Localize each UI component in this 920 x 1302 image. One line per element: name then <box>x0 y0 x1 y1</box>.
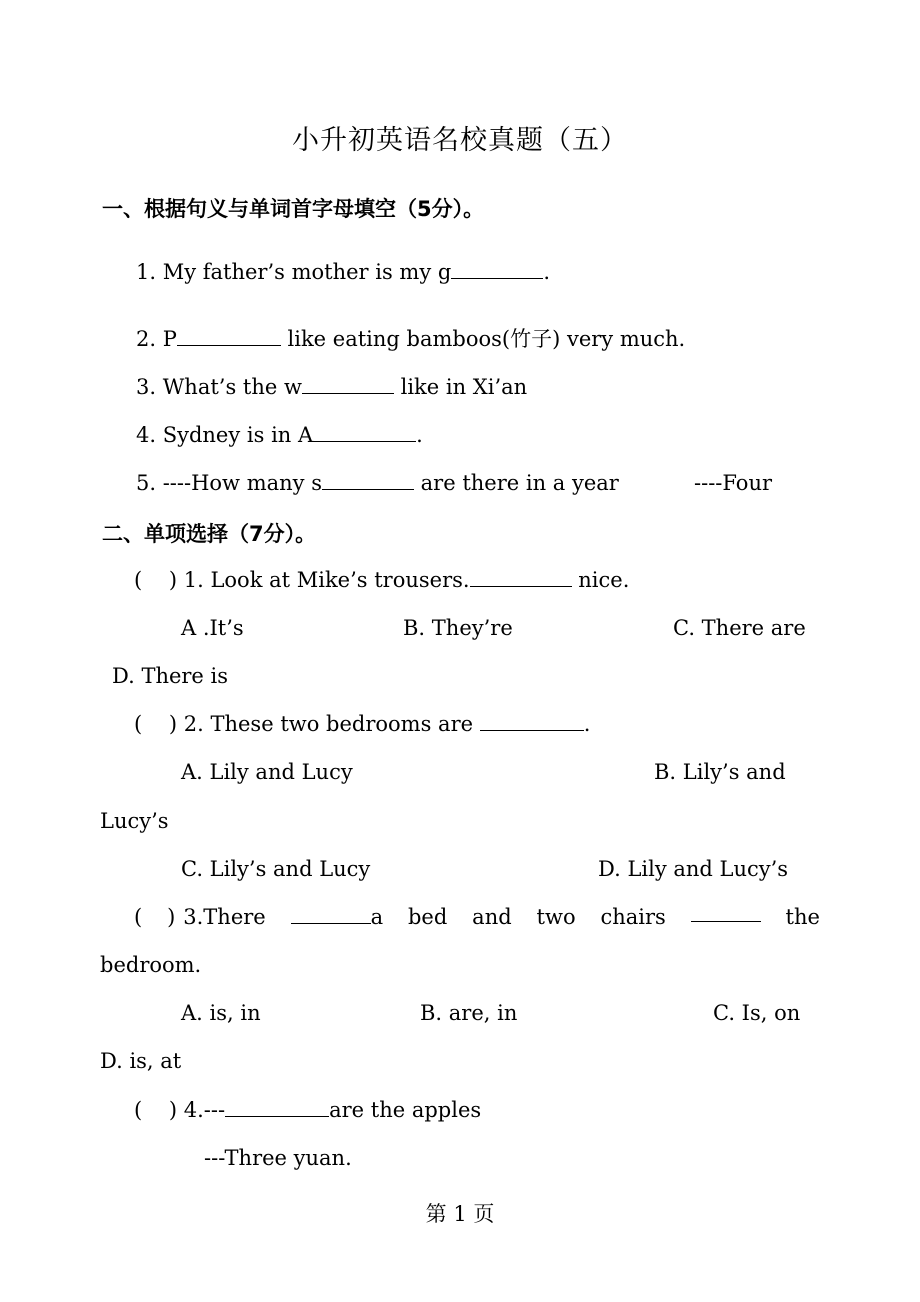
q3-word-two: two <box>536 905 576 929</box>
q3-blank-a <box>291 903 384 931</box>
s1-item-1-end: . <box>543 260 551 284</box>
q3-paren-open: ( <box>134 905 143 929</box>
q1-option-a: A .It’s <box>181 616 244 640</box>
answer-blank <box>302 375 394 394</box>
q3-option-c: C. Is, on <box>713 1001 801 1025</box>
q3-stem-cont: bedroom. <box>100 953 202 977</box>
section1-heading: 一、根据句义与单词首字母填空（5分）。 <box>102 197 485 221</box>
q4-stem-end: are the apples <box>329 1098 482 1122</box>
q3-word-bed: bed <box>407 905 448 929</box>
q3-paren-close: ) <box>167 905 176 929</box>
q4-answer: ---Three yuan. <box>204 1146 352 1170</box>
answer-blank <box>691 903 761 922</box>
q1-option-d: D. There is <box>112 664 229 688</box>
q2-option-b-cont: Lucy’s <box>100 809 169 833</box>
q3-number-group <box>167 903 266 931</box>
s1-item-5-text: 5. ----How many s <box>136 471 322 495</box>
q2-option-b: B. Lily’s and <box>654 760 786 784</box>
q1-stem <box>134 566 629 594</box>
answer-blank <box>451 260 543 279</box>
answer-blank <box>177 327 281 346</box>
s1-item-4 <box>136 421 423 449</box>
q1-option-c: C. There are <box>673 616 806 640</box>
q4-stem <box>134 1096 481 1124</box>
q3-word-the: the <box>785 905 820 929</box>
s1-item-5 <box>136 469 619 497</box>
s1-item-4-text: 4. Sydney is in A <box>136 423 314 447</box>
q3-word-a: a <box>370 905 384 929</box>
q2-option-d: D. Lily and Lucy’s <box>598 857 789 881</box>
q3-word-chairs: chairs <box>600 905 666 929</box>
q2-stem <box>134 710 590 738</box>
answer-blank <box>322 471 414 490</box>
q1-option-b: B. They’re <box>403 616 513 640</box>
answer-blank <box>291 905 371 924</box>
answer-blank <box>225 1098 329 1117</box>
q4-stem-text: ( ) 4.--- <box>134 1098 226 1122</box>
s1-item-2 <box>136 325 685 353</box>
s1-item-3-text: 3. What’s the w <box>136 375 302 399</box>
q3-option-d: D. is, at <box>100 1049 182 1073</box>
s1-item-3 <box>136 373 527 401</box>
q3-option-a: A. is, in <box>181 1001 261 1025</box>
q3-word-and: and <box>472 905 512 929</box>
answer-blank <box>470 568 572 587</box>
s1-item-1-text: 1. My father’s mother is my g <box>136 260 452 284</box>
s1-item-4-end: . <box>416 423 423 447</box>
page-footer: 第 1 页 <box>425 1202 495 1226</box>
s1-item-3-end: like in Xi’an <box>393 375 528 399</box>
section2-heading: 二、单项选择（7分）。 <box>102 522 317 546</box>
answer-blank <box>480 712 584 731</box>
q2-option-c: C. Lily’s and Lucy <box>181 857 371 881</box>
s1-item-1 <box>136 258 550 286</box>
s1-item-2-end: like eating bamboos(竹子) very much. <box>280 327 686 351</box>
s1-item-5-end: are there in a year <box>413 471 619 495</box>
answer-blank <box>313 423 416 442</box>
q2-stem-end: . <box>583 712 591 736</box>
q3-number: 3.There <box>183 905 266 929</box>
s1-item-5-answer: ----Four <box>694 471 773 495</box>
q1-stem-end: nice. <box>571 568 630 592</box>
q3-option-b: B. are, in <box>420 1001 518 1025</box>
q1-stem-text: ( ) 1. Look at Mike’s trousers. <box>134 568 470 592</box>
page-title: 小升初英语名校真题（五） <box>292 125 628 156</box>
q2-stem-text: ( ) 2. These two bedrooms are <box>134 712 480 736</box>
s1-item-2-text: 2. P <box>136 327 177 351</box>
q3-stem <box>134 903 820 931</box>
q2-option-a: A. Lily and Lucy <box>181 760 353 784</box>
